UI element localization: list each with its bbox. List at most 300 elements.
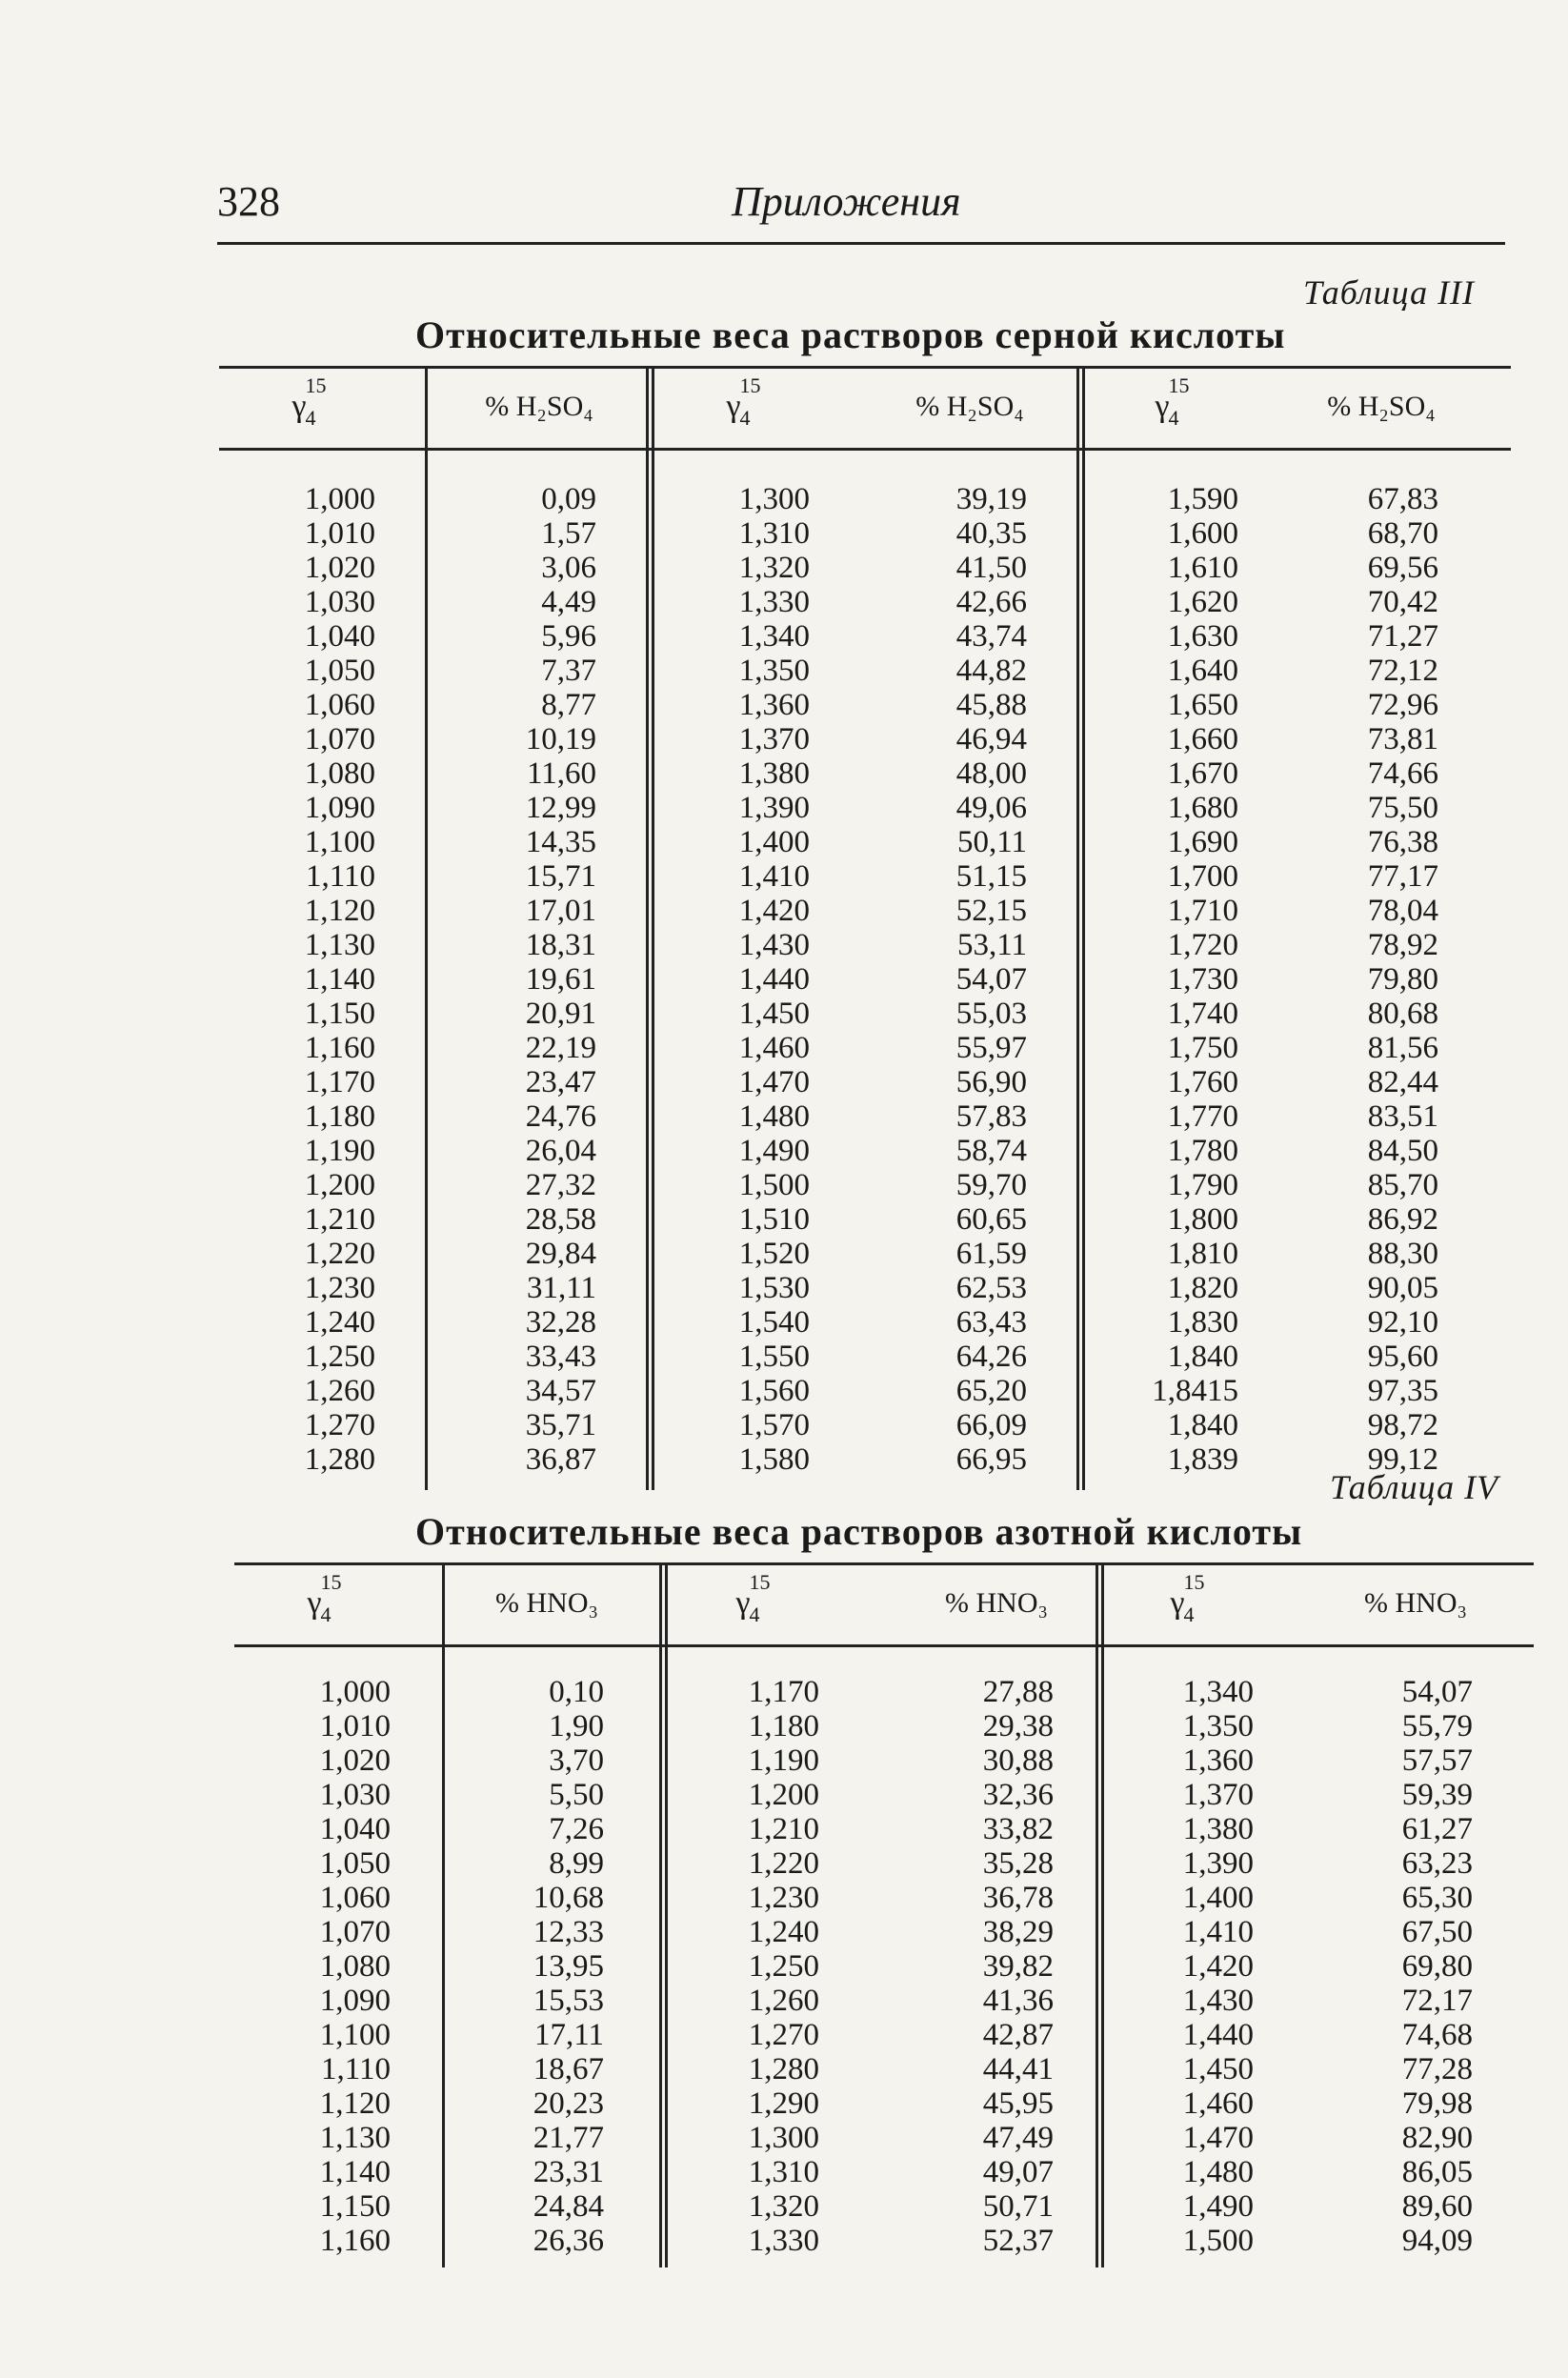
density-cell: 1,080 <box>304 756 375 791</box>
percent-column <box>1343 482 1438 1477</box>
density-cell: 1,320 <box>738 551 810 585</box>
percent-cell: 73,81 <box>1367 722 1438 756</box>
percent-cell: 98,72 <box>1367 1408 1438 1442</box>
density-cell: 1,320 <box>748 2189 819 2224</box>
gamma-letter: γ <box>726 389 741 424</box>
density-cell: 1,010 <box>304 516 375 551</box>
density-header <box>676 373 791 440</box>
percent-cell: 23,31 <box>533 2155 604 2189</box>
density-column <box>271 482 375 1477</box>
percent-cell: 50,71 <box>982 2189 1054 2224</box>
percent-cell: 77,17 <box>1367 859 1438 894</box>
percent-column <box>509 1675 604 2258</box>
percent-cell: 1,57 <box>541 516 596 551</box>
density-cell: 1,790 <box>1167 1168 1238 1202</box>
percent-cell: 68,70 <box>1367 516 1438 551</box>
density-cell: 1,060 <box>304 688 375 722</box>
density-cell: 1,020 <box>304 551 375 585</box>
percent-header: % H₂SO₄ <box>915 391 1024 422</box>
gamma-symbol <box>735 1570 771 1626</box>
table3-title: Относительные веса растворов серной кислоты <box>415 313 1286 356</box>
density-cell: 1,560 <box>738 1374 810 1408</box>
density-column <box>714 1675 819 2258</box>
density-cell: 1,830 <box>1167 1305 1238 1340</box>
density-cell: 1,190 <box>304 1134 375 1168</box>
density-cell: 1,260 <box>304 1374 375 1408</box>
density-cell: 1,250 <box>748 1949 819 1984</box>
gamma-letter: γ <box>735 1585 751 1621</box>
column-divider <box>652 366 654 1490</box>
percent-cell: 47,49 <box>982 2121 1054 2155</box>
density-header <box>257 1570 372 1637</box>
gamma-subscript: 4 <box>1168 406 1179 430</box>
density-cell: 1,670 <box>1167 756 1238 791</box>
percent-cell: 32,36 <box>982 1778 1054 1812</box>
gamma-subscript: 4 <box>320 1602 332 1626</box>
percent-cell: 81,56 <box>1367 1031 1438 1065</box>
percent-cell: 29,38 <box>982 1709 1054 1743</box>
percent-cell: 12,99 <box>525 791 596 825</box>
percent-cell: 7,26 <box>549 1812 604 1846</box>
density-cell: 1,280 <box>304 1442 375 1477</box>
density-cell: 1,030 <box>304 585 375 619</box>
percent-cell: 39,19 <box>955 482 1027 516</box>
percent-column <box>932 482 1027 1477</box>
gamma-symbol <box>1155 373 1190 430</box>
density-cell: 1,090 <box>319 1984 391 2018</box>
density-cell: 1,000 <box>319 1675 391 1709</box>
density-cell: 1,750 <box>1167 1031 1238 1065</box>
density-cell: 1,230 <box>304 1271 375 1305</box>
percent-cell: 15,53 <box>533 1984 604 2018</box>
density-cell: 1,340 <box>1182 1675 1254 1709</box>
density-cell: 1,100 <box>304 825 375 859</box>
density-cell: 1,170 <box>748 1675 819 1709</box>
percent-cell: 72,17 <box>1401 1984 1473 2018</box>
density-cell: 1,390 <box>738 791 810 825</box>
percent-cell: 90,05 <box>1367 1271 1438 1305</box>
percent-cell: 83,51 <box>1367 1099 1438 1134</box>
density-cell: 1,140 <box>319 2155 391 2189</box>
percent-cell: 45,88 <box>955 688 1027 722</box>
percent-cell: 67,83 <box>1367 482 1438 516</box>
density-cell: 1,130 <box>304 928 375 962</box>
percent-cell: 45,95 <box>982 2086 1054 2121</box>
percent-cell: 26,36 <box>533 2224 604 2258</box>
column-divider <box>659 1562 662 2267</box>
percent-cell: 1,90 <box>549 1709 604 1743</box>
density-cell: 1,760 <box>1167 1065 1238 1099</box>
percent-cell: 52,15 <box>955 894 1027 928</box>
percent-cell: 78,92 <box>1367 928 1438 962</box>
percent-header: % HNO₃ <box>1364 1587 1467 1619</box>
page-number: 328 <box>217 178 280 225</box>
percent-cell: 24,84 <box>533 2189 604 2224</box>
density-header <box>686 1570 800 1637</box>
percent-cell: 23,47 <box>525 1065 596 1099</box>
table3-top-rule <box>219 366 1511 369</box>
percent-cell: 34,57 <box>525 1374 596 1408</box>
column-divider <box>646 366 649 1490</box>
percent-cell: 39,82 <box>982 1949 1054 1984</box>
density-cell: 1,160 <box>304 1031 375 1065</box>
percent-cell: 7,37 <box>541 654 596 688</box>
percent-cell: 3,70 <box>549 1743 604 1778</box>
gamma-letter: γ <box>307 1585 322 1621</box>
percent-cell: 69,56 <box>1367 551 1438 585</box>
percent-header: % HNO₃ <box>945 1587 1048 1619</box>
percent-cell: 86,92 <box>1367 1202 1438 1237</box>
density-cell: 1,680 <box>1167 791 1238 825</box>
percent-cell: 35,28 <box>982 1846 1054 1881</box>
density-cell: 1,180 <box>304 1099 375 1134</box>
density-cell: 1,270 <box>304 1408 375 1442</box>
percent-cell: 84,50 <box>1367 1134 1438 1168</box>
percent-cell: 51,15 <box>955 859 1027 894</box>
density-cell: 1,260 <box>748 1984 819 2018</box>
density-cell: 1,430 <box>1182 1984 1254 2018</box>
density-cell: 1,700 <box>1167 859 1238 894</box>
density-cell: 1,430 <box>738 928 810 962</box>
density-cell: 1,230 <box>748 1881 819 1915</box>
density-cell: 1,300 <box>748 2121 819 2155</box>
gamma-superscript: 15 <box>1168 373 1190 397</box>
density-cell: 1,200 <box>304 1168 375 1202</box>
percent-cell: 35,71 <box>525 1408 596 1442</box>
density-cell: 1,770 <box>1167 1099 1238 1134</box>
gamma-symbol <box>1170 1570 1205 1626</box>
table3 <box>219 366 1511 1490</box>
percent-cell: 59,70 <box>955 1168 1027 1202</box>
density-cell: 1,010 <box>319 1709 391 1743</box>
column-divider <box>1076 366 1079 1490</box>
density-cell: 1,780 <box>1167 1134 1238 1168</box>
percent-cell: 36,87 <box>525 1442 596 1477</box>
percent-cell: 58,74 <box>955 1134 1027 1168</box>
percent-cell: 99,12 <box>1367 1442 1438 1477</box>
density-cell: 1,640 <box>1167 654 1238 688</box>
percent-cell: 38,29 <box>982 1915 1054 1949</box>
density-cell: 1,370 <box>1182 1778 1254 1812</box>
density-cell: 1,800 <box>1167 1202 1238 1237</box>
percent-cell: 15,71 <box>525 859 596 894</box>
percent-cell: 24,76 <box>525 1099 596 1134</box>
density-column <box>1149 1675 1254 2258</box>
percent-cell: 49,06 <box>955 791 1027 825</box>
density-cell: 1,040 <box>319 1812 391 1846</box>
gamma-subscript: 4 <box>305 406 316 430</box>
gamma-symbol <box>726 373 761 430</box>
density-cell: 1,740 <box>1167 997 1238 1031</box>
density-cell: 1,300 <box>738 482 810 516</box>
density-cell: 1,400 <box>738 825 810 859</box>
percent-cell: 36,78 <box>982 1881 1054 1915</box>
density-cell: 1,080 <box>319 1949 391 1984</box>
density-cell: 1,000 <box>304 482 375 516</box>
percent-cell: 20,91 <box>525 997 596 1031</box>
percent-cell: 44,41 <box>982 2052 1054 2086</box>
density-cell: 1,240 <box>304 1305 375 1340</box>
percent-cell: 3,06 <box>541 551 596 585</box>
density-cell: 1,360 <box>1182 1743 1254 1778</box>
column-divider <box>425 366 428 1490</box>
percent-cell: 29,84 <box>525 1237 596 1271</box>
density-cell: 1,380 <box>738 756 810 791</box>
density-cell: 1,050 <box>304 654 375 688</box>
density-cell: 1,480 <box>1182 2155 1254 2189</box>
percent-cell: 97,35 <box>1367 1374 1438 1408</box>
density-cell: 1,220 <box>304 1237 375 1271</box>
percent-cell: 86,05 <box>1401 2155 1473 2189</box>
running-title: Приложения <box>732 178 961 225</box>
percent-cell: 55,79 <box>1401 1709 1473 1743</box>
density-cell: 1,470 <box>738 1065 810 1099</box>
column-divider <box>665 1562 668 2267</box>
percent-cell: 61,59 <box>955 1237 1027 1271</box>
column-divider <box>1101 1562 1104 2267</box>
percent-cell: 78,04 <box>1367 894 1438 928</box>
density-cell: 1,370 <box>738 722 810 756</box>
density-header <box>1105 373 1219 440</box>
gamma-superscript: 15 <box>1183 1570 1205 1594</box>
density-cell: 1,440 <box>738 962 810 997</box>
percent-cell: 11,60 <box>526 756 596 791</box>
percent-cell: 82,44 <box>1367 1065 1438 1099</box>
percent-cell: 42,87 <box>982 2018 1054 2052</box>
density-cell: 1,310 <box>738 516 810 551</box>
percent-cell: 17,01 <box>525 894 596 928</box>
density-cell: 1,330 <box>738 585 810 619</box>
density-cell: 1,380 <box>1182 1812 1254 1846</box>
percent-cell: 65,30 <box>1401 1881 1473 1915</box>
density-cell: 1,580 <box>738 1442 810 1477</box>
density-cell: 1,070 <box>319 1915 391 1949</box>
density-cell: 1,180 <box>748 1709 819 1743</box>
density-cell: 1,810 <box>1167 1237 1238 1271</box>
gamma-superscript: 15 <box>739 373 761 397</box>
density-cell: 1,330 <box>748 2224 819 2258</box>
density-cell: 1,590 <box>1167 482 1238 516</box>
density-cell: 1,730 <box>1167 962 1238 997</box>
density-cell: 1,839 <box>1167 1442 1238 1477</box>
percent-cell: 59,39 <box>1401 1778 1473 1812</box>
density-cell: 1,390 <box>1182 1846 1254 1881</box>
percent-cell: 43,74 <box>955 619 1027 654</box>
table3-label: Таблица III <box>1303 273 1476 312</box>
gamma-superscript: 15 <box>320 1570 342 1594</box>
percent-cell: 10,19 <box>525 722 596 756</box>
percent-cell: 74,68 <box>1401 2018 1473 2052</box>
percent-cell: 14,35 <box>525 825 596 859</box>
density-cell: 1,110 <box>320 2052 391 2086</box>
percent-cell: 62,53 <box>955 1271 1027 1305</box>
percent-cell: 31,11 <box>526 1271 596 1305</box>
density-cell: 1,460 <box>738 1031 810 1065</box>
density-column <box>286 1675 391 2258</box>
density-cell: 1,050 <box>319 1846 391 1881</box>
density-cell: 1,350 <box>1182 1709 1254 1743</box>
percent-cell: 19,61 <box>525 962 596 997</box>
density-cell: 1,250 <box>304 1340 375 1374</box>
density-cell: 1,410 <box>1182 1915 1254 1949</box>
percent-cell: 0,10 <box>549 1675 604 1709</box>
column-divider <box>1082 366 1085 1490</box>
percent-cell: 64,26 <box>955 1340 1027 1374</box>
density-cell: 1,440 <box>1182 2018 1254 2052</box>
gamma-symbol <box>307 1570 342 1626</box>
percent-cell: 13,95 <box>533 1949 604 1984</box>
percent-cell: 41,36 <box>982 1984 1054 2018</box>
percent-cell: 95,60 <box>1367 1340 1438 1374</box>
density-cell: 1,660 <box>1167 722 1238 756</box>
percent-cell: 20,23 <box>533 2086 604 2121</box>
density-cell: 1,420 <box>738 894 810 928</box>
density-cell: 1,290 <box>748 2086 819 2121</box>
percent-cell: 85,70 <box>1367 1168 1438 1202</box>
gamma-superscript: 15 <box>749 1570 771 1594</box>
density-cell: 1,630 <box>1167 619 1238 654</box>
table4-label: Таблица IV <box>1330 1468 1499 1506</box>
density-cell: 1,360 <box>738 688 810 722</box>
density-cell: 1,840 <box>1167 1408 1238 1442</box>
density-cell: 1,120 <box>319 2086 391 2121</box>
percent-cell: 4,49 <box>541 585 596 619</box>
percent-cell: 63,23 <box>1401 1846 1473 1881</box>
percent-cell: 77,28 <box>1401 2052 1473 2086</box>
density-header <box>1120 1570 1235 1637</box>
percent-cell: 67,50 <box>1401 1915 1473 1949</box>
percent-cell: 55,03 <box>955 997 1027 1031</box>
density-cell: 1,070 <box>304 722 375 756</box>
percent-cell: 46,94 <box>955 722 1027 756</box>
percent-cell: 30,88 <box>982 1743 1054 1778</box>
percent-cell: 56,90 <box>955 1065 1027 1099</box>
percent-cell: 44,82 <box>955 654 1027 688</box>
density-cell: 1,8415 <box>1152 1374 1238 1408</box>
gamma-subscript: 4 <box>1183 1602 1195 1626</box>
percent-cell: 70,42 <box>1367 585 1438 619</box>
density-cell: 1,060 <box>319 1881 391 1915</box>
percent-cell: 66,95 <box>955 1442 1027 1477</box>
column-divider <box>442 1562 445 2267</box>
percent-cell: 21,77 <box>533 2121 604 2155</box>
density-cell: 1,410 <box>738 859 810 894</box>
gamma-letter: γ <box>291 389 307 424</box>
percent-cell: 8,77 <box>541 688 596 722</box>
percent-column <box>958 1675 1054 2258</box>
density-cell: 1,540 <box>738 1305 810 1340</box>
density-cell: 1,270 <box>748 2018 819 2052</box>
density-cell: 1,420 <box>1182 1949 1254 1984</box>
percent-cell: 75,50 <box>1367 791 1438 825</box>
percent-cell: 79,98 <box>1401 2086 1473 2121</box>
percent-cell: 61,27 <box>1401 1812 1473 1846</box>
density-cell: 1,040 <box>304 619 375 654</box>
percent-cell: 53,11 <box>956 928 1027 962</box>
percent-cell: 72,12 <box>1367 654 1438 688</box>
gamma-subscript: 4 <box>749 1602 760 1626</box>
gamma-subscript: 4 <box>739 406 751 430</box>
density-cell: 1,450 <box>738 997 810 1031</box>
density-cell: 1,220 <box>748 1846 819 1881</box>
density-cell: 1,150 <box>319 2189 391 2224</box>
percent-cell: 50,11 <box>956 825 1027 859</box>
density-cell: 1,500 <box>738 1168 810 1202</box>
percent-cell: 80,68 <box>1367 997 1438 1031</box>
density-cell: 1,170 <box>304 1065 375 1099</box>
density-cell: 1,610 <box>1167 551 1238 585</box>
percent-cell: 52,37 <box>982 2224 1054 2258</box>
percent-header: % HNO₃ <box>495 1587 598 1619</box>
density-cell: 1,530 <box>738 1271 810 1305</box>
table4-header-rule <box>234 1644 1534 1647</box>
percent-cell: 12,33 <box>533 1915 604 1949</box>
density-cell: 1,200 <box>748 1778 819 1812</box>
percent-cell: 79,80 <box>1367 962 1438 997</box>
percent-cell: 42,66 <box>955 585 1027 619</box>
density-cell: 1,650 <box>1167 688 1238 722</box>
percent-cell: 57,57 <box>1401 1743 1473 1778</box>
percent-cell: 54,07 <box>955 962 1027 997</box>
percent-cell: 0,09 <box>541 482 596 516</box>
percent-cell: 5,96 <box>541 619 596 654</box>
density-column <box>1134 482 1238 1477</box>
table4 <box>234 1562 1534 2267</box>
density-cell: 1,550 <box>738 1340 810 1374</box>
percent-header: % H₂SO₄ <box>485 391 593 422</box>
density-cell: 1,160 <box>319 2224 391 2258</box>
table4-title: Относительные веса растворов азотной кислоты <box>415 1510 1303 1553</box>
density-column <box>705 482 810 1477</box>
percent-cell: 27,32 <box>525 1168 596 1202</box>
page-header <box>217 170 1505 245</box>
density-cell: 1,840 <box>1167 1340 1238 1374</box>
percent-cell: 69,80 <box>1401 1949 1473 1984</box>
density-cell: 1,090 <box>304 791 375 825</box>
percent-cell: 41,50 <box>955 551 1027 585</box>
percent-cell: 76,38 <box>1367 825 1438 859</box>
percent-column <box>501 482 596 1477</box>
percent-cell: 33,82 <box>982 1812 1054 1846</box>
density-cell: 1,210 <box>748 1812 819 1846</box>
percent-cell: 5,50 <box>549 1778 604 1812</box>
percent-cell: 60,65 <box>955 1202 1027 1237</box>
percent-cell: 10,68 <box>533 1881 604 1915</box>
density-cell: 1,400 <box>1182 1881 1254 1915</box>
percent-cell: 88,30 <box>1367 1237 1438 1271</box>
gamma-superscript: 15 <box>305 373 327 397</box>
density-cell: 1,500 <box>1182 2224 1254 2258</box>
percent-cell: 82,90 <box>1401 2121 1473 2155</box>
percent-cell: 17,11 <box>533 2018 604 2052</box>
percent-cell: 40,35 <box>955 516 1027 551</box>
density-cell: 1,210 <box>304 1202 375 1237</box>
density-cell: 1,690 <box>1167 825 1238 859</box>
density-cell: 1,710 <box>1167 894 1238 928</box>
density-cell: 1,110 <box>305 859 375 894</box>
density-cell: 1,820 <box>1167 1271 1238 1305</box>
percent-cell: 92,10 <box>1367 1305 1438 1340</box>
density-cell: 1,130 <box>319 2121 391 2155</box>
density-cell: 1,460 <box>1182 2086 1254 2121</box>
percent-cell: 32,28 <box>525 1305 596 1340</box>
percent-cell: 33,43 <box>525 1340 596 1374</box>
density-cell: 1,120 <box>304 894 375 928</box>
percent-cell: 18,67 <box>533 2052 604 2086</box>
density-cell: 1,510 <box>738 1202 810 1237</box>
density-cell: 1,490 <box>738 1134 810 1168</box>
density-cell: 1,570 <box>738 1408 810 1442</box>
